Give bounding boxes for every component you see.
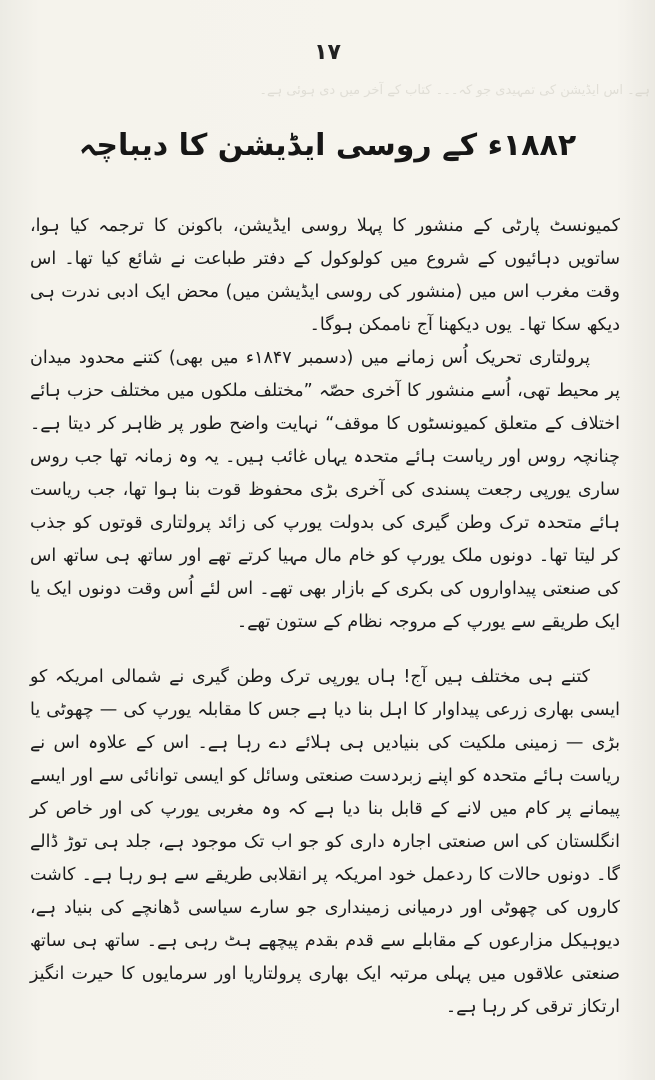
chapter-title: ۱۸۸۲ء کے روسی ایڈیشن کا دیباچہ — [78, 128, 577, 163]
paragraph-3: کتنے ہی مختلف ہیں آج! ہاں یورپی ترک وطن گیری نے شمالی امریکہ کو ایسی بھاری زرعی پیداوار کا اہل بنا دیا ہے جس کا مقابلہ یورپ کی — چھوٹی یا بڑی — زمینی ملکیت کی بنیادیں ہی ہلائے دے رہا ہے۔ اس کے علاوہ اس نے ریاست ہائے متحدہ کو اپنے زبردست صنعتی وسائل کو ایسی توانائی سے اور ایسے پیمانے پر کام میں لانے کے قابل بنا دیا ہے کہ وہ مغربی یورپ کی اور خاص کر انگلستان کی اس صنعتی اجارہ داری کو جو اب تک موجود ہے، جلد ہی توڑ ڈالے گا۔ دونوں حالات کا ردعمل خود امریکہ پر انقلابی طریقے سے ہو رہا ہے۔ کاشت کاروں کی چھوٹی اور درمیانی زمینداری جو سارے سیاسی ڈھانچے کی بنیاد ہے، دیوہیکل مزارعوں کے مقابلے سے قدم بقدم پیچھے ہٹ رہی ہے۔ ساتھ ہی ساتھ صنعتی علاقوں میں پہلی مرتبہ ایک بھاری پرولتاریا اور سرمایوں کا حیرت انگیز ارتکاز ترقی کر رہا ہے۔ — [30, 667, 620, 1017]
page-number: ١٧ — [314, 40, 341, 65]
paragraph-1: کمیونسٹ پارٹی کے منشور کا پہلا روسی ایڈیشن، باکونن کا ترجمہ کیا ہوا، ساتویں دہائیوں کے شروع میں کولوکول کے دفتر طباعت نے شائع کیا تھا۔ اس وقت مغرب اس میں (منشور کی روسی ایڈیشن میں) محض ایک ادبی ندرت ہی دیکھ سکا تھا۔ یوں دیکھنا آج ناممکن ہوگا۔ — [30, 216, 620, 335]
paragraph-2: پرولتاری تحریک اُس زمانے میں (دسمبر ۱۸۴۷ء میں بھی) کتنے محدود میدان پر محیط تھی، اُسے منشور کا آخری حصّہ ”مختلف ملکوں میں مختلف حزب ہائے اختلاف کے متعلق کمیونسٹوں کا موقف“ نہایت واضح طور پر ظاہر کر دیتا ہے۔ چنانچہ روس اور ریاست ہائے متحدہ یہاں غائب ہیں۔ یہ وہ زمانہ تھا جب روس ساری یورپی رجعت پسندی کی آخری بڑی محفوظ قوت بنا ہوا تھا، جب ریاست ہائے متحدہ ترک وطن گیری کی بدولت یورپ کی زائد پرولتاری قوتوں کو جذب کر لیتا تھا۔ دونوں ملک یورپ کو خام مال مہیا کرتے تھے اور ساتھ ہی ساتھ اس کی صنعتی پیداواروں کی بکری کے بازار بھی تھے۔ اس لئے اُس وقت دونوں ایک یا ایک طریقے سے یورپ کے مروجہ نظام کے ستون تھے۔ — [30, 348, 620, 632]
body-text — [30, 210, 620, 1024]
bleed-through-text: ہے۔ اس ایڈیشن کی تمہیدی جو کہ۔۔۔ کتاب کے آخر میں دی ہوئی ہے۔ — [259, 83, 650, 98]
